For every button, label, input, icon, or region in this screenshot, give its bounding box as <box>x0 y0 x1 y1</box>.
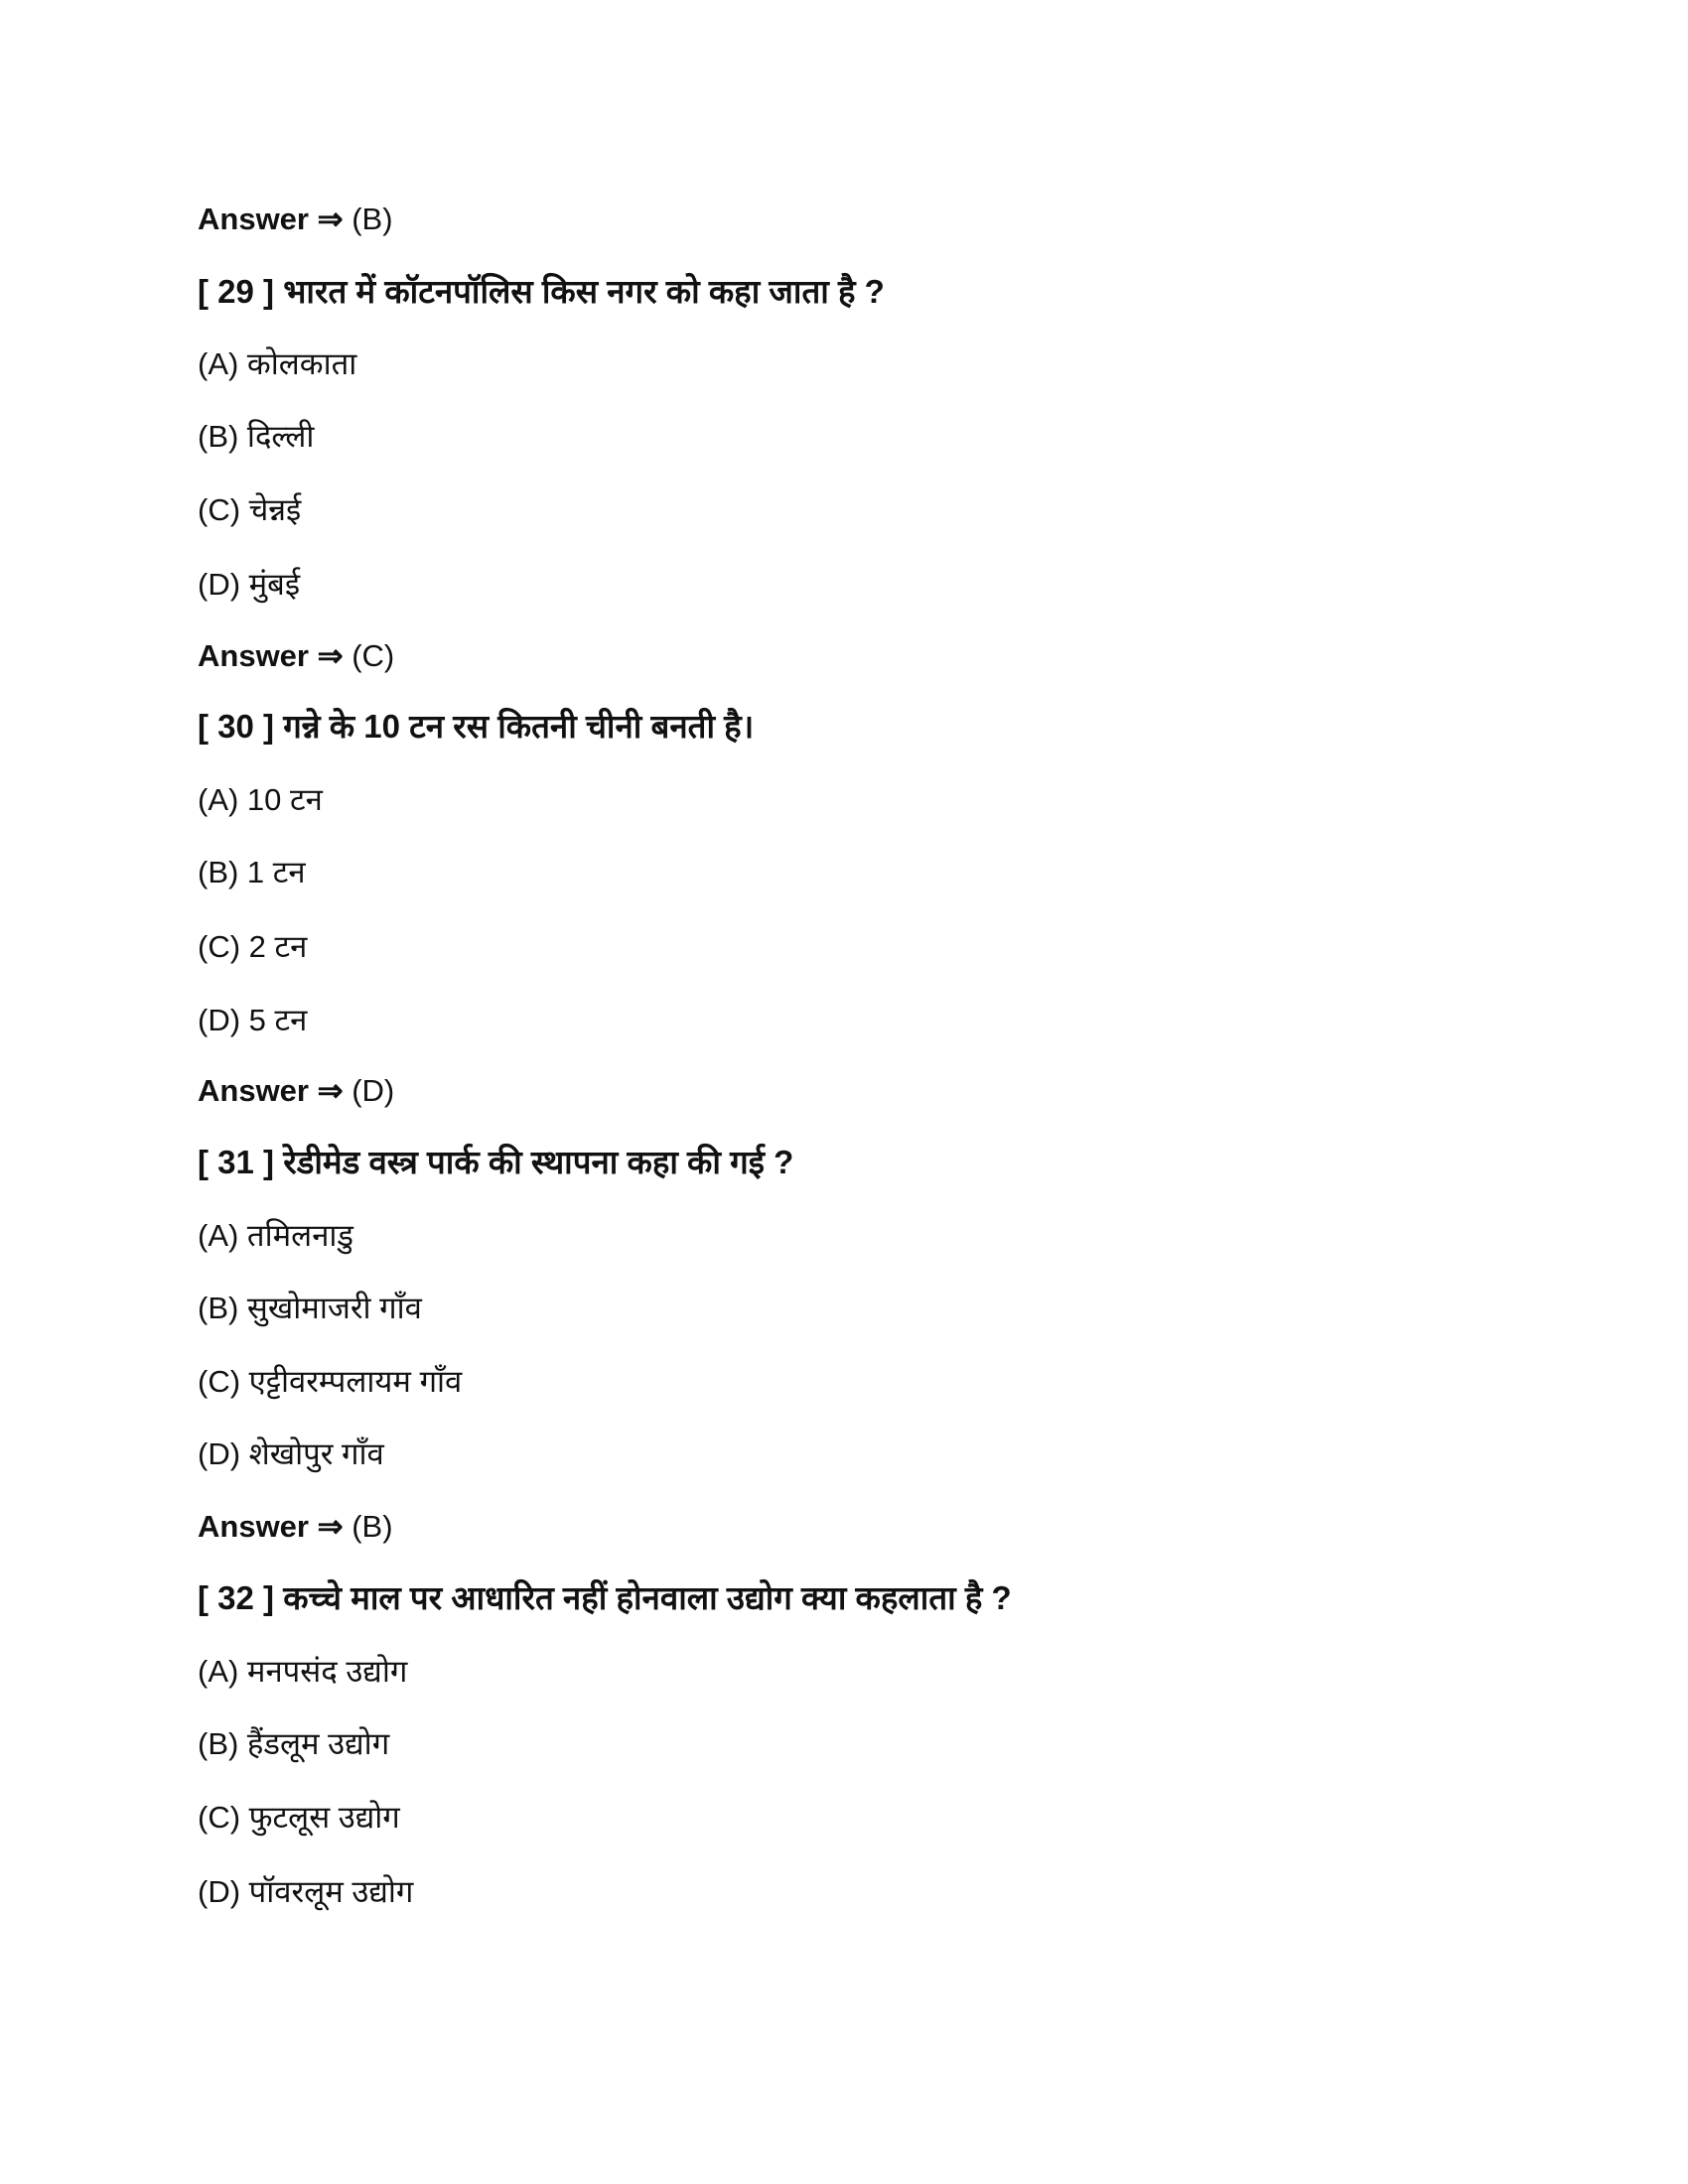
answer-label: Answer ⇒ <box>198 202 344 236</box>
option-d: (D) पॉवरलूम उद्योग <box>198 1874 414 1909</box>
question-number: [ 32 ] <box>198 1579 275 1616</box>
option-d: (D) 5 टन <box>198 1003 308 1037</box>
question-29 <box>198 272 885 312</box>
answer-value: (C) <box>352 638 395 673</box>
option-b: (B) दिल्ली <box>198 419 315 454</box>
option-b: (B) हैंडलूम उद्योग <box>198 1726 390 1761</box>
question-number: [ 30 ] <box>198 708 275 745</box>
option-c: (C) चेन्नई <box>198 492 302 527</box>
question-text: कच्चे माल पर आधारित नहीं होनवाला उद्योग क्या कहलाता है ? <box>283 1579 1012 1616</box>
question-30 <box>198 707 754 747</box>
answer-value: (B) <box>352 1509 393 1544</box>
option-c: (C) एट्टीवरम्पलायम गाँव <box>198 1364 463 1399</box>
question-number: [ 29 ] <box>198 273 275 310</box>
question-32 <box>198 1578 1012 1618</box>
option-b: (B) 1 टन <box>198 855 306 889</box>
answer-line <box>198 1071 394 1111</box>
option-d: (D) मुंबई <box>198 567 301 602</box>
option-d: (D) शेखोपुर गाँव <box>198 1436 384 1471</box>
answer-label: Answer ⇒ <box>198 1509 344 1544</box>
option-c: (C) 2 टन <box>198 929 308 964</box>
answer-label: Answer ⇒ <box>198 1073 344 1108</box>
question-text: रेडीमेड वस्त्र पार्क की स्थापना कहा की गई ? <box>283 1144 794 1180</box>
answer-label: Answer ⇒ <box>198 638 344 673</box>
question-number: [ 31 ] <box>198 1144 275 1180</box>
question-text: गन्ने के 10 टन रस कितनी चीनी बनती है। <box>283 708 755 745</box>
answer-line <box>198 636 394 676</box>
option-a: (A) मनपसंद उद्योग <box>198 1654 408 1689</box>
answer-line <box>198 200 393 239</box>
option-a: (A) तमिलनाडु <box>198 1218 354 1253</box>
option-a: (A) 10 टन <box>198 782 323 817</box>
answer-value: (D) <box>352 1073 395 1108</box>
answer-line <box>198 1507 393 1547</box>
question-31 <box>198 1143 793 1182</box>
question-text: भारत में कॉटनपॉलिस किस नगर को कहा जाता है ? <box>283 273 885 310</box>
option-a: (A) कोलकाता <box>198 346 357 381</box>
option-c: (C) फुटलूस उद्योग <box>198 1800 400 1835</box>
option-b: (B) सुखोमाजरी गाँव <box>198 1291 422 1325</box>
answer-value: (B) <box>352 202 393 236</box>
